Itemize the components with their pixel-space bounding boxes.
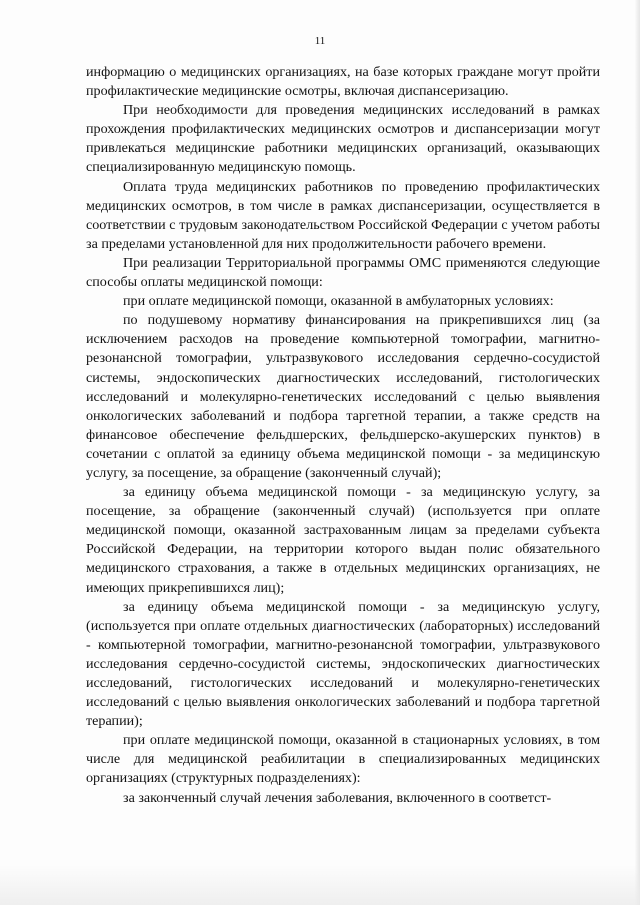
page-number: 11 [314,35,326,47]
paragraph-4: При реализации Территориальной программы ОМС применяются следующие способы оплаты медицинской помощи: [86,254,600,291]
paragraph-7: за единицу объема медицинской помощи - за медицинскую услугу, за посещение, за обращение (законченный случай) (используется при оплате медицинской помощи, оказанной застрахованным лицам за пределами субъекта Российской Федерации, на территории которого выдан полис обязательного медицинского страхования, а также в отдельных медицинских организациях, не имеющих прикрепившихся лиц); [86,484,600,596]
paragraph-1: информацию о медицинских организациях, на базе которых граждане могут пройти профилактические медицинские осмотры, включая диспансеризацию. [86,64,600,100]
scan-edge-shadow [634,0,640,905]
paragraph-9: при оплате медицинской помощи, оказанной в стационарных условиях, в том числе для медицинской реабилитации в специализированных медицинских организациях (структурных подразделениях): [86,732,600,787]
paragraph-8: за единицу объема медицинской помощи - за медицинскую услугу, (используется при оплате отдельных диагностических (лабораторных) исследований - компьютерной томографии, магнитно-резонансной томографии, ультразвукового исследования сердечно-сосудистой системы, эндоскопических диагностических исследований, гистологических исследований и молекулярно-генетических исследований с целью выявления онкологических заболеваний и подбора таргетной терапии); [86,598,600,730]
paragraph-6: по подушевому нормативу финансирования на прикрепившихся лиц (за исключением расходов на проведение компьютерной томографии, магнитно-резонансной томографии, ультразвукового исследования сердечно-сосудистой системы, эндоскопических диагностических исследований, гистологических исследований и молекулярно-генетических исследований с целью выявления онкологических заболеваний и подбора таргетной терапии, а также средств на финансовое обеспечение фельдшерских, фельдшерско-акушерских пунктов) в сочетании с оплатой за единицу объема медицинской помощи - за медицинскую услугу, за посещение, за обращение (законченный случай); [86,312,600,481]
paragraph-3: Оплата труда медицинских работников по проведению профилактических медицинских осмотров, в том числе в рамках диспансеризации, осуществляется в соответствии с трудовым законодательством Российской Федерации с учетом работы за пределами установленной для них продолжительности рабочего времени. [86,178,600,252]
paragraph-5: при оплате медицинской помощи, оказанной в амбулаторных условиях: [123,293,554,310]
paragraph-10: за законченный случай лечения заболевания, включенного в соответст- [123,789,552,806]
document-body [86,63,600,808]
scan-bottom-shadow [0,865,640,905]
paragraph-2: При необходимости для проведения медицинских исследований в рамках прохождения профилактических медицинских осмотров и диспансеризации могут привлекаться медицинские работники медицинских организаций, оказывающих специализированную медицинскую помощь. [86,102,600,176]
